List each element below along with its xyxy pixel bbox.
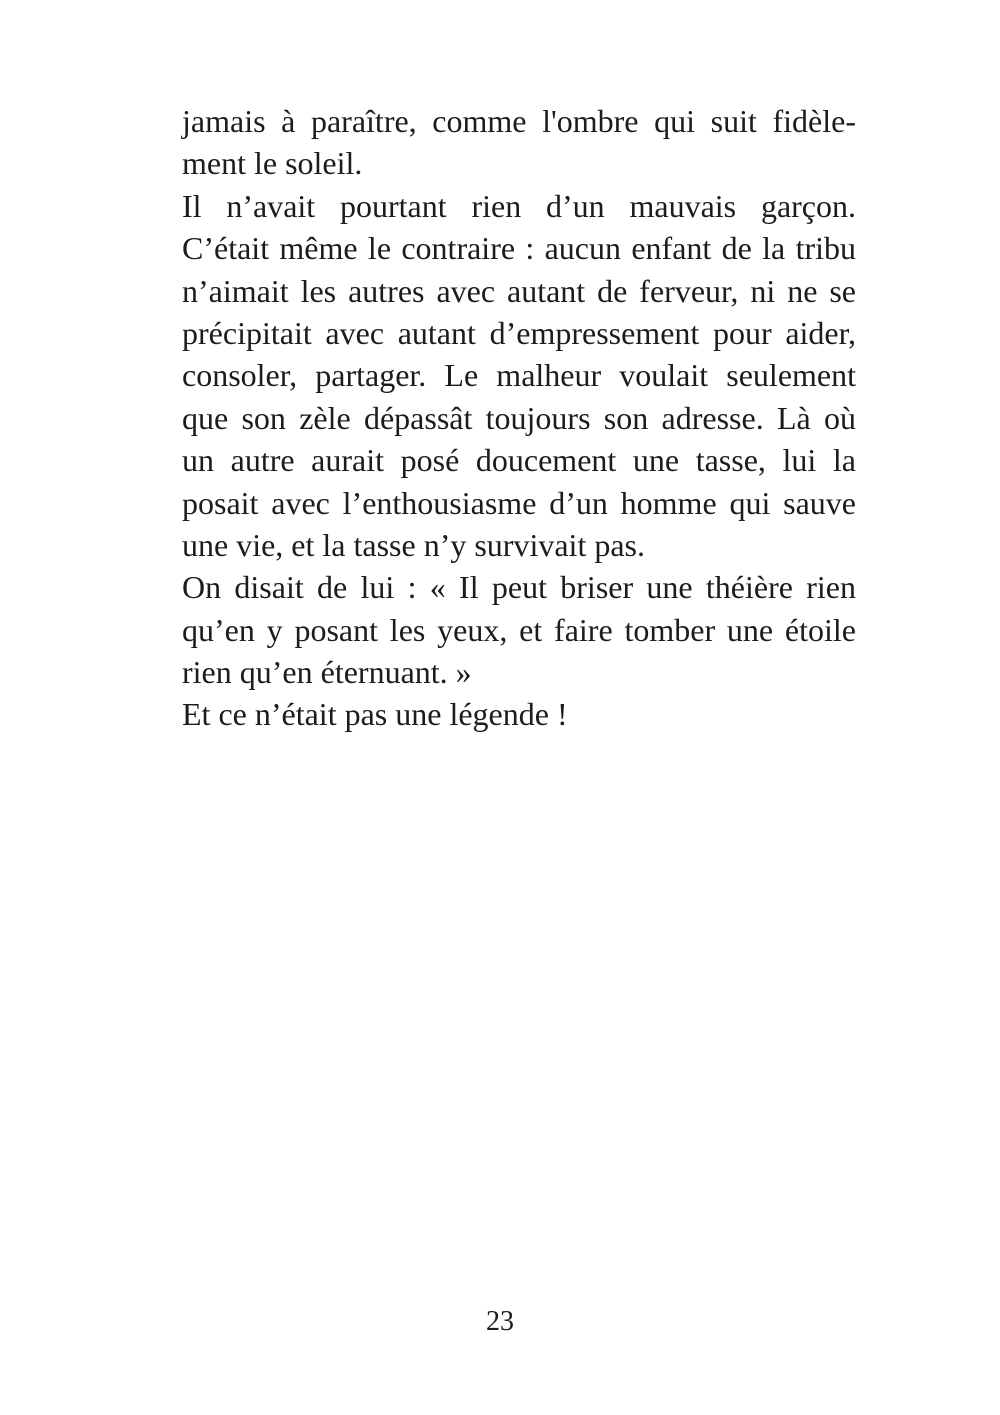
text-line: C’était même le contraire : aucun enfant de la tribu	[182, 230, 856, 267]
text-line: qu’en y posant les yeux, et faire tomber une étoile	[182, 611, 856, 648]
text-line: Et ce n’était pas une légende !	[182, 696, 568, 733]
text-line: un autre aurait posé doucement une tasse, lui la	[182, 442, 856, 479]
text-line: précipitait avec autant d’empressement pour aider,	[182, 314, 856, 351]
body-text	[182, 100, 856, 736]
page-number: 23	[486, 1306, 514, 1337]
text-line: que son zèle dépassât toujours son adresse. Là où	[182, 399, 856, 436]
text-line: n’aimait les autres avec autant de ferveur, ni ne se	[182, 272, 856, 309]
text-line: consoler, partager. Le malheur voulait seulement	[182, 357, 856, 394]
text-line: ment le soleil.	[182, 145, 363, 182]
text-line: On disait de lui : « Il peut briser une théière rien	[182, 569, 856, 606]
text-line: jamais à paraître, comme l'ombre qui suit fidèle-	[182, 103, 856, 139]
text-line: Il n’avait pourtant rien d’un mauvais garçon.	[182, 187, 856, 224]
text-line: posait avec l’enthousiasme d’un homme qui sauve	[182, 484, 856, 521]
text-line: rien qu’en éternuant. »	[182, 654, 472, 691]
text-line: une vie, et la tasse n’y survivait pas.	[182, 526, 645, 563]
